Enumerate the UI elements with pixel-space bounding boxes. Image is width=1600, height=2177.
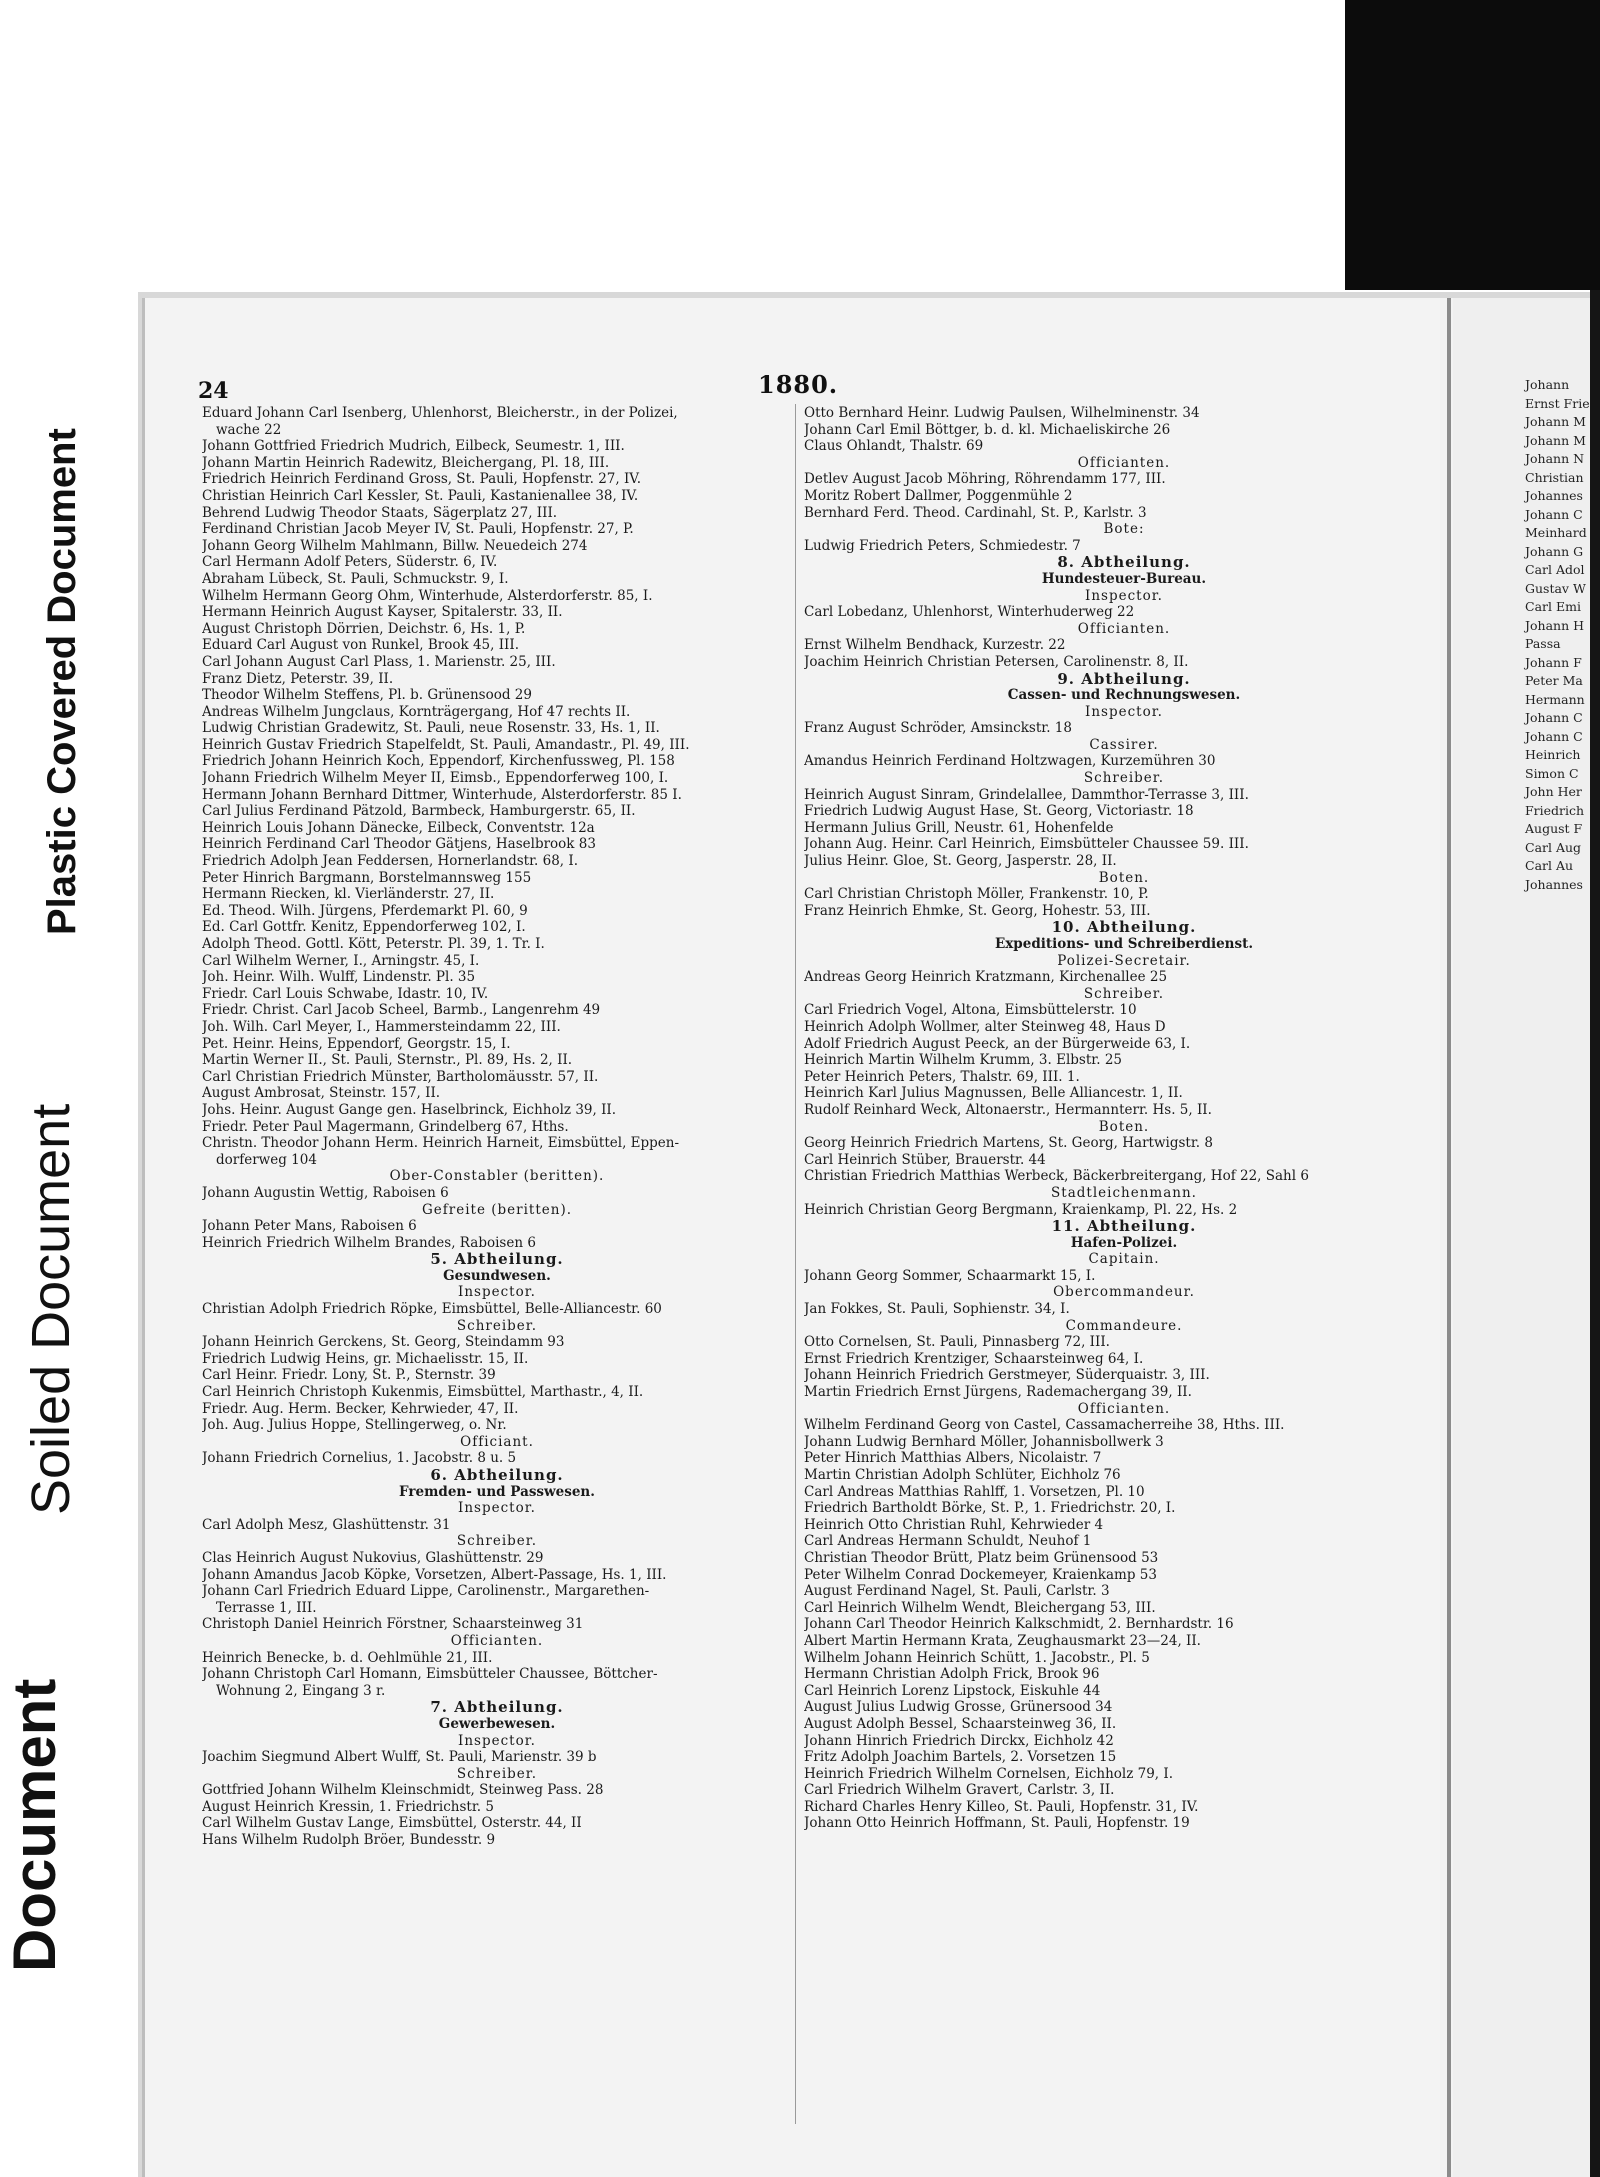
facing-page-line: Johann C [1525, 728, 1583, 744]
role-heading: Obercommandeur. [1053, 1284, 1195, 1301]
directory-entry: Gottfried Johann Wilhelm Kleinschmidt, Steinweg Pass. 28 [202, 1782, 604, 1799]
directory-entry: August Ambrosat, Steinstr. 157, II. [202, 1085, 441, 1102]
role-heading: Schreiber. [1083, 985, 1165, 1002]
directory-entry: Hermann Heinrich August Kayser, Spitalerstr. 33, II. [202, 604, 563, 621]
directory-entry: Carl Heinr. Friedr. Lony, St. P., Sternstr. 39 [202, 1367, 496, 1384]
directory-entry: Heinrich Martin Wilhelm Krumm, 3. Elbstr. 25 [804, 1052, 1123, 1069]
role-heading: Polizei-Secretair. [1057, 952, 1191, 969]
directory-entry: Joh. Aug. Julius Hoppe, Stellingerweg, o. Nr. [202, 1417, 507, 1434]
entry-continuation: wache 22 [216, 421, 282, 438]
left-column [202, 405, 792, 1849]
scan-background-dark [1345, 0, 1600, 290]
role-heading: Gefreite (beritten). [422, 1201, 572, 1218]
directory-entry: Joachim Siegmund Albert Wulff, St. Pauli, Marienstr. 39 b [202, 1749, 597, 1766]
entry-continuation: dorferweg 104 [216, 1151, 317, 1168]
facing-page-line: Johann N [1525, 451, 1585, 466]
role-heading: Inspector. [1085, 587, 1163, 604]
directory-entry: Ludwig Friedrich Peters, Schmiedestr. 7 [804, 537, 1081, 554]
section-subheading: Fremden- und Passwesen. [399, 1483, 595, 1500]
directory-entry: Eduard Carl August von Runkel, Brook 45, III. [202, 637, 520, 654]
directory-entry: August Julius Ludwig Grosse, Grünersood 34 [804, 1699, 1113, 1716]
directory-entry: Heinrich Friedrich Wilhelm Cornelsen, Eichholz 79, I. [804, 1765, 1174, 1782]
scan-edge-dark [1590, 290, 1600, 2177]
directory-entry: Johs. Heinr. August Gange gen. Haselbrinck, Eichholz 39, II. [202, 1101, 617, 1118]
role-heading: Inspector. [458, 1500, 536, 1517]
role-heading: Inspector. [458, 1732, 536, 1749]
section-heading: 9. Abtheilung. [1057, 670, 1191, 688]
directory-entry: Christian Adolph Friedrich Röpke, Eimsbüttel, Belle-Alliancestr. 60 [202, 1301, 662, 1318]
directory-entry: Johann Carl Friedrich Eduard Lippe, Carolinenstr., Margarethen- [202, 1583, 650, 1600]
directory-entry: August Heinrich Kressin, 1. Friedrichstr. 5 [202, 1798, 494, 1815]
directory-entry: Franz Heinrich Ehmke, St. Georg, Hohestr. 53, III. [804, 902, 1151, 919]
role-heading: Boten. [1098, 869, 1150, 886]
side-label-strip [0, 0, 130, 2177]
role-heading: Boten. [1098, 1118, 1150, 1135]
directory-entry: August Christoph Dörrien, Deichstr. 6, Hs. 1, P. [202, 620, 526, 637]
soiled-document-label: Soiled Document [21, 1103, 81, 1515]
directory-entry: Peter Wilhelm Conrad Dockemeyer, Kraienkamp 53 [804, 1566, 1157, 1583]
directory-entry: Martin Christian Adolph Schlüter, Eichholz 76 [804, 1467, 1121, 1483]
directory-entry: Clas Heinrich August Nukovius, Glashüttenstr. 29 [202, 1549, 544, 1566]
directory-entry: Heinrich Ferdinand Carl Theodor Gätjens, Haselbrook 83 [202, 836, 596, 853]
plastic-covered-label: Plastic Covered Document [40, 428, 84, 935]
role-heading: Officianten. [1077, 620, 1171, 637]
directory-entry: Friedr. Peter Paul Magermann, Grindelberg 67, Hths. [202, 1118, 569, 1135]
directory-entry: Wilhelm Hermann Georg Ohm, Winterhude, Alsterdorferstr. 85, I. [202, 587, 653, 604]
directory-entry: Friedrich Bartholdt Börke, St. P., 1. Friedrichstr. 20, I. [804, 1500, 1176, 1517]
directory-entry: Adolf Friedrich August Peeck, an der Bürgerweide 63, I. [804, 1035, 1191, 1052]
directory-entry: Hermann Julius Grill, Neustr. 61, Hohenfelde [804, 819, 1114, 836]
book-gutter [1447, 298, 1451, 2177]
directory-entry: August Adolph Bessel, Schaarsteinweg 36, II. [804, 1715, 1117, 1732]
right-column [804, 405, 1444, 1832]
section-heading: 11. Abtheilung. [1051, 1218, 1197, 1235]
role-heading: Officianten. [450, 1632, 544, 1649]
directory-entry: Johann Georg Wilhelm Mahlmann, Billw. Neuedeich 274 [202, 537, 588, 554]
section-subheading: Expeditions- und Schreiberdienst. [994, 936, 1254, 952]
directory-entry: Christoph Daniel Heinrich Förstner, Schaarsteinweg 31 [202, 1616, 584, 1633]
role-heading: Schreiber. [456, 1533, 538, 1550]
directory-entry: Joh. Heinr. Wilh. Wulff, Lindenstr. Pl. 35 [202, 969, 476, 986]
role-heading: Stadtleichenmann. [1051, 1184, 1197, 1201]
role-heading: Schreiber. [1083, 770, 1165, 787]
facing-page-line: Johann [1525, 377, 1570, 392]
directory-entry: Carl Heinrich Christoph Kukenmis, Eimsbüttel, Marthastr., 4, II. [202, 1384, 644, 1401]
directory-entry: Peter Hinrich Matthias Albers, Nicolaistr. 7 [804, 1450, 1102, 1467]
directory-entry: Carl Hermann Adolf Peters, Süderstr. 6, IV. [202, 554, 498, 571]
facing-page-line: Ernst Frie [1525, 395, 1590, 411]
directory-entry: Friedrich Ludwig August Hase, St. Georg, Victoriastr. 18 [804, 803, 1194, 820]
directory-entry: Johann Peter Mans, Raboisen 6 [202, 1218, 417, 1235]
directory-entry: Moritz Robert Dallmer, Poggenmühle 2 [804, 487, 1073, 504]
directory-entry: Bernhard Ferd. Theod. Cardinahl, St. P., Karlstr. 3 [804, 504, 1147, 521]
directory-entry: Heinrich Otto Christian Ruhl, Kehrwieder 4 [804, 1516, 1104, 1533]
directory-entry: Carl Wilhelm Gustav Lange, Eimsbüttel, Osterstr. 44, II [202, 1815, 582, 1832]
column-divider [795, 404, 796, 2124]
directory-entry: Carl Andreas Matthias Rahlff, 1. Vorsetzen, Pl. 10 [804, 1483, 1145, 1500]
directory-entry: Jan Fokkes, St. Pauli, Sophienstr. 34, I. [804, 1301, 1070, 1318]
directory-entry: Johann Otto Heinrich Hoffmann, St. Pauli, Hopfenstr. 19 [804, 1815, 1190, 1832]
directory-entry: Heinrich Adolph Wollmer, alter Steinweg 48, Haus D [804, 1018, 1166, 1035]
directory-entry: Johann Christoph Carl Homann, Eimsbütteler Chaussee, Böttcher- [202, 1666, 658, 1683]
facing-page-line: Meinhard [1525, 525, 1587, 540]
directory-entry: Heinrich Christian Georg Bergmann, Kraienkamp, Pl. 22, Hs. 2 [804, 1201, 1238, 1218]
directory-entry: Detlev August Jacob Möhring, Röhrendamm 177, III. [804, 471, 1166, 488]
directory-entry: Johann Aug. Heinr. Carl Heinrich, Eimsbütteler Chaussee 59. III. [804, 836, 1249, 853]
directory-entry: Christn. Theodor Johann Herm. Heinrich Harneit, Eimsbüttel, Eppen- [202, 1135, 680, 1152]
directory-entry: Carl Friedrich Wilhelm Gravert, Carlstr. 3, II. [804, 1782, 1115, 1799]
directory-entry: Franz Dietz, Peterstr. 39, II. [202, 670, 394, 687]
document-label: Document [1, 1678, 68, 1972]
facing-page-line: Johann F [1525, 654, 1582, 670]
section-heading: 7. Abtheilung. [430, 1699, 564, 1716]
directory-entry: Theodor Wilhelm Steffens, Pl. b. Grünensood 29 [202, 687, 532, 704]
facing-page-line: Peter Ma [1525, 673, 1583, 688]
directory-entry: Hans Wilhelm Rudolph Bröer, Bundesstr. 9 [202, 1832, 496, 1849]
role-heading: Schreiber. [456, 1765, 538, 1782]
directory-entry: Carl Adolph Mesz, Glashüttenstr. 31 [202, 1516, 451, 1533]
facing-page-line: Carl Aug [1525, 839, 1582, 855]
directory-entry: Julius Heinr. Gloe, St. Georg, Jasperstr. 28, II. [804, 853, 1117, 870]
role-heading: Officianten. [1077, 454, 1171, 471]
entry-continuation: Wohnung 2, Eingang 3 r. [216, 1682, 386, 1699]
facing-page-line: Johann H [1525, 617, 1585, 633]
role-heading: Officianten. [1077, 1400, 1171, 1417]
directory-entry: Johann Augustin Wettig, Raboisen 6 [202, 1184, 449, 1201]
directory-entry: Ernst Wilhelm Bendhack, Kurzestr. 22 [804, 637, 1066, 654]
facing-page-line: John Her [1525, 784, 1582, 799]
facing-page-line: Carl Au [1525, 858, 1574, 873]
page-number: 24 [198, 378, 229, 404]
section-heading: 8. Abtheilung. [1057, 554, 1191, 571]
directory-entry: Friedrich Heinrich Ferdinand Gross, St. Pauli, Hopfenstr. 27, IV. [202, 471, 641, 488]
directory-entry: Eduard Johann Carl Isenberg, Uhlenhorst, Bleicherstr., in der Polizei, [202, 405, 678, 421]
directory-entry: Ed. Carl Gottfr. Kenitz, Eppendorferweg 102, I. [202, 919, 526, 936]
directory-entry: Rudolf Reinhard Weck, Altonaerstr., Hermannterr. Hs. 5, II. [804, 1101, 1212, 1118]
facing-page-line: Carl Emi [1525, 599, 1581, 614]
directory-entry: Joh. Wilh. Carl Meyer, I., Hammersteindamm 22, III. [202, 1018, 561, 1035]
directory-entry: Hermann Christian Adolph Frick, Brook 96 [804, 1666, 1100, 1683]
role-heading: Commandeure. [1065, 1317, 1183, 1334]
section-subheading: Gewerbewesen. [438, 1715, 556, 1732]
facing-page-line: Johannes [1525, 488, 1583, 503]
facing-page-line: Gustav W [1525, 580, 1586, 596]
facing-page-line: Johannes [1525, 876, 1583, 892]
directory-entry: Carl Julius Ferdinand Pätzold, Barmbeck, Hamburgerstr. 65, II. [202, 803, 636, 820]
directory-entry: Fritz Adolph Joachim Bartels, 2. Vorsetzen 15 [804, 1749, 1117, 1766]
role-heading: Ober-Constabler (beritten). [389, 1168, 605, 1185]
directory-entry: Ludwig Christian Gradewitz, St. Pauli, neue Rosenstr. 33, Hs. 1, II. [202, 720, 660, 737]
directory-entry: Carl Andreas Hermann Schuldt, Neuhof 1 [804, 1533, 1092, 1550]
directory-entry: Martin Friedrich Ernst Jürgens, Rademachergang 39, II. [804, 1384, 1192, 1401]
directory-entry: Heinrich Louis Johann Dänecke, Eilbeck, Conventstr. 12a [202, 819, 595, 836]
directory-entry: Peter Hinrich Bargmann, Borstelmannsweg 155 [202, 869, 532, 886]
directory-entry: Hermann Riecken, kl. Vierländerstr. 27, II. [202, 886, 495, 903]
facing-page-line: Johann M [1525, 414, 1586, 429]
directory-entry: Christian Theodor Brütt, Platz beim Grünensood 53 [804, 1549, 1159, 1566]
directory-entry: Friedrich Adolph Jean Feddersen, Hornerlandstr. 68, I. [202, 853, 579, 870]
directory-entry: Georg Heinrich Friedrich Martens, St. Georg, Hartwigstr. 8 [804, 1135, 1213, 1152]
section-subheading: Cassen- und Rechnungswesen. [1007, 687, 1241, 704]
directory-entry: August Ferdinand Nagel, St. Pauli, Carlstr. 3 [804, 1583, 1110, 1600]
directory-entry: Otto Bernhard Heinr. Ludwig Paulsen, Wilhelminenstr. 34 [804, 405, 1200, 421]
role-heading: Inspector. [458, 1284, 536, 1301]
page-year-heading: 1880. [758, 370, 839, 399]
directory-entry: Peter Heinrich Peters, Thalstr. 69, III. 1. [804, 1068, 1080, 1085]
directory-entry: Carl Christian Friedrich Münster, Bartholomäusstr. 57, II. [202, 1068, 599, 1085]
directory-entry: Johann Amandus Jacob Köpke, Vorsetzen, Albert-Passage, Hs. 1, III. [202, 1566, 667, 1583]
directory-entry: Friedrich Ludwig Heins, gr. Michaelisstr. 15, II. [202, 1350, 529, 1367]
directory-entry: Amandus Heinrich Ferdinand Holtzwagen, Kurzemühren 30 [804, 753, 1216, 770]
directory-entry: Carl Lobedanz, Uhlenhorst, Winterhuderweg 22 [804, 604, 1135, 621]
directory-entry: Carl Christian Christoph Möller, Frankenstr. 10, P. [804, 886, 1149, 903]
directory-entry: Albert Martin Hermann Krata, Zeughausmarkt 23—24, II. [804, 1632, 1201, 1649]
role-heading: Capitain. [1088, 1251, 1160, 1268]
directory-entry: Johann Heinrich Gerckens, St. Georg, Steindamm 93 [202, 1334, 565, 1351]
role-heading: Bote: [1103, 521, 1145, 538]
directory-entry: Andreas Wilhelm Jungclaus, Kornträgergang, Hof 47 rechts II. [202, 703, 631, 720]
directory-entry: Johann Ludwig Bernhard Möller, Johannisbollwerk 3 [804, 1433, 1164, 1450]
directory-entry: Martin Werner II., St. Pauli, Sternstr., Pl. 89, Hs. 2, II. [202, 1052, 573, 1069]
facing-page-fragment [1453, 298, 1590, 2177]
directory-entry: Wilhelm Ferdinand Georg von Castel, Cassamacherreihe 38, Hths. III. [804, 1417, 1285, 1434]
directory-entry: Ferdinand Christian Jacob Meyer IV, St. Pauli, Hopfenstr. 27, P. [202, 521, 634, 538]
directory-entry: Joachim Heinrich Christian Petersen, Carolinenstr. 8, II. [804, 653, 1189, 670]
directory-entry: Friedrich Johann Heinrich Koch, Eppendorf, Kirchenfussweg, Pl. 158 [202, 753, 675, 770]
role-heading: Schreiber. [456, 1317, 538, 1334]
directory-entry: Carl Heinrich Stüber, Brauerstr. 44 [804, 1151, 1046, 1168]
facing-page-line: Johann C [1525, 506, 1583, 522]
directory-entry: Johann Martin Heinrich Radewitz, Bleichergang, Pl. 18, III. [202, 454, 610, 471]
directory-entry: Heinrich Karl Julius Magnussen, Belle Alliancestr. 1, II. [804, 1085, 1183, 1102]
facing-page-line: Christian [1525, 469, 1584, 485]
directory-entry: Carl Wilhelm Werner, I., Arningstr. 45, I. [202, 952, 480, 969]
section-heading: 10. Abtheilung. [1051, 919, 1197, 936]
facing-page-line: Johann C [1525, 710, 1583, 725]
directory-entry: Wilhelm Johann Heinrich Schütt, 1. Jacobstr., Pl. 5 [804, 1649, 1150, 1666]
directory-entry: Carl Heinrich Wilhelm Wendt, Bleichergang 53, III. [804, 1599, 1156, 1616]
directory-entry: Andreas Georg Heinrich Kratzmann, Kirchenallee 25 [804, 969, 1168, 986]
role-heading: Cassirer. [1089, 736, 1159, 753]
directory-entry: Heinrich Benecke, b. d. Oehlmühle 21, III. [202, 1649, 493, 1666]
directory-entry: Richard Charles Henry Killeo, St. Pauli, Hopfenstr. 31, IV. [804, 1798, 1199, 1815]
role-heading: Inspector. [1085, 703, 1163, 720]
facing-page-line: Hermann [1525, 691, 1585, 707]
section-heading: 6. Abtheilung. [430, 1467, 564, 1484]
section-heading: 5. Abtheilung. [430, 1251, 564, 1268]
directory-entry: Ed. Theod. Wilh. Jürgens, Pferdemarkt Pl. 60, 9 [202, 902, 528, 919]
directory-entry: Franz August Schröder, Amsinckstr. 18 [804, 720, 1072, 737]
directory-entry: Johann Carl Emil Böttger, b. d. kl. Michaeliskirche 26 [804, 421, 1171, 438]
directory-entry: Hermann Johann Bernhard Dittmer, Winterhude, Alsterdorferstr. 85 I. [202, 786, 682, 803]
directory-entry: Carl Johann August Carl Plass, 1. Marienstr. 25, III. [202, 653, 556, 670]
section-subheading: Hafen-Polizei. [1070, 1234, 1178, 1251]
section-subheading: Gesundwesen. [443, 1267, 551, 1284]
directory-entry: Johann Gottfried Friedrich Mudrich, Eilbeck, Seumestr. 1, III. [202, 438, 625, 455]
directory-entry: Friedr. Carl Louis Schwabe, Idastr. 10, IV. [202, 985, 489, 1002]
directory-entry: Adolph Theod. Gottl. Kött, Peterstr. Pl. 39, 1. Tr. I. [202, 936, 545, 952]
role-heading: Officiant. [460, 1433, 534, 1450]
directory-entry: Johann Georg Sommer, Schaarmarkt 15, I. [804, 1267, 1096, 1284]
directory-entry: Johann Hinrich Friedrich Dirckx, Eichholz 42 [804, 1732, 1114, 1749]
directory-entry: Johann Friedrich Wilhelm Meyer II, Eimsb., Eppendorferweg 100, I. [202, 770, 669, 787]
directory-entry: Abraham Lübeck, St. Pauli, Schmuckstr. 9, I. [202, 570, 509, 587]
directory-entry: Heinrich Friedrich Wilhelm Brandes, Raboisen 6 [202, 1234, 536, 1251]
directory-entry: Christian Friedrich Matthias Werbeck, Bäckerbreitergang, Hof 22, Sahl 6 [804, 1168, 1309, 1185]
directory-entry: Ernst Friedrich Krentziger, Schaarsteinweg 64, I. [804, 1350, 1144, 1367]
directory-entry: Claus Ohlandt, Thalstr. 69 [804, 438, 984, 455]
facing-page-line: August F [1525, 821, 1583, 836]
directory-entry: Johann Heinrich Friedrich Gerstmeyer, Süderquaistr. 3, III. [804, 1367, 1210, 1384]
facing-page-line: Passa [1525, 636, 1561, 651]
facing-page-line: Heinrich [1525, 747, 1581, 762]
entry-continuation: Terrasse 1, III. [216, 1599, 317, 1616]
directory-entry: Christian Heinrich Carl Kessler, St. Pauli, Kastanienallee 38, IV. [202, 487, 639, 504]
directory-entry: Pet. Heinr. Heins, Eppendorf, Georgstr. 15, I. [202, 1035, 511, 1052]
facing-page-line: Friedrich [1525, 802, 1585, 818]
directory-entry: Heinrich Gustav Friedrich Stapelfeldt, St. Pauli, Amandastr., Pl. 49, III. [202, 736, 690, 753]
facing-page-line: Carl Adol [1525, 562, 1585, 577]
directory-entry: Carl Friedrich Vogel, Altona, Eimsbüttelerstr. 10 [804, 1002, 1137, 1019]
facing-page-line: Johann G [1525, 543, 1584, 559]
directory-entry: Behrend Ludwig Theodor Staats, Sägerplatz 27, III. [202, 504, 558, 521]
facing-page-line: Johann M [1525, 432, 1586, 448]
directory-entry: Johann Carl Theodor Heinrich Kalkschmidt, 2. Bernhardstr. 16 [804, 1616, 1234, 1633]
section-subheading: Hundesteuer-Bureau. [1041, 570, 1207, 587]
directory-entry: Friedr. Aug. Herm. Becker, Kehrwieder, 47, II. [202, 1400, 519, 1417]
directory-entry: Johann Friedrich Cornelius, 1. Jacobstr. 8 u. 5 [202, 1450, 517, 1467]
directory-entry: Carl Heinrich Lorenz Lipstock, Eiskuhle 44 [804, 1682, 1101, 1699]
directory-entry: Friedr. Christ. Carl Jacob Scheel, Barmb., Langenrehm 49 [202, 1002, 601, 1019]
directory-entry: Otto Cornelsen, St. Pauli, Pinnasberg 72, III. [804, 1334, 1110, 1351]
facing-page-line: Simon C [1525, 765, 1579, 781]
directory-entry: Heinrich August Sinram, Grindelallee, Dammthor-Terrasse 3, III. [804, 786, 1249, 803]
